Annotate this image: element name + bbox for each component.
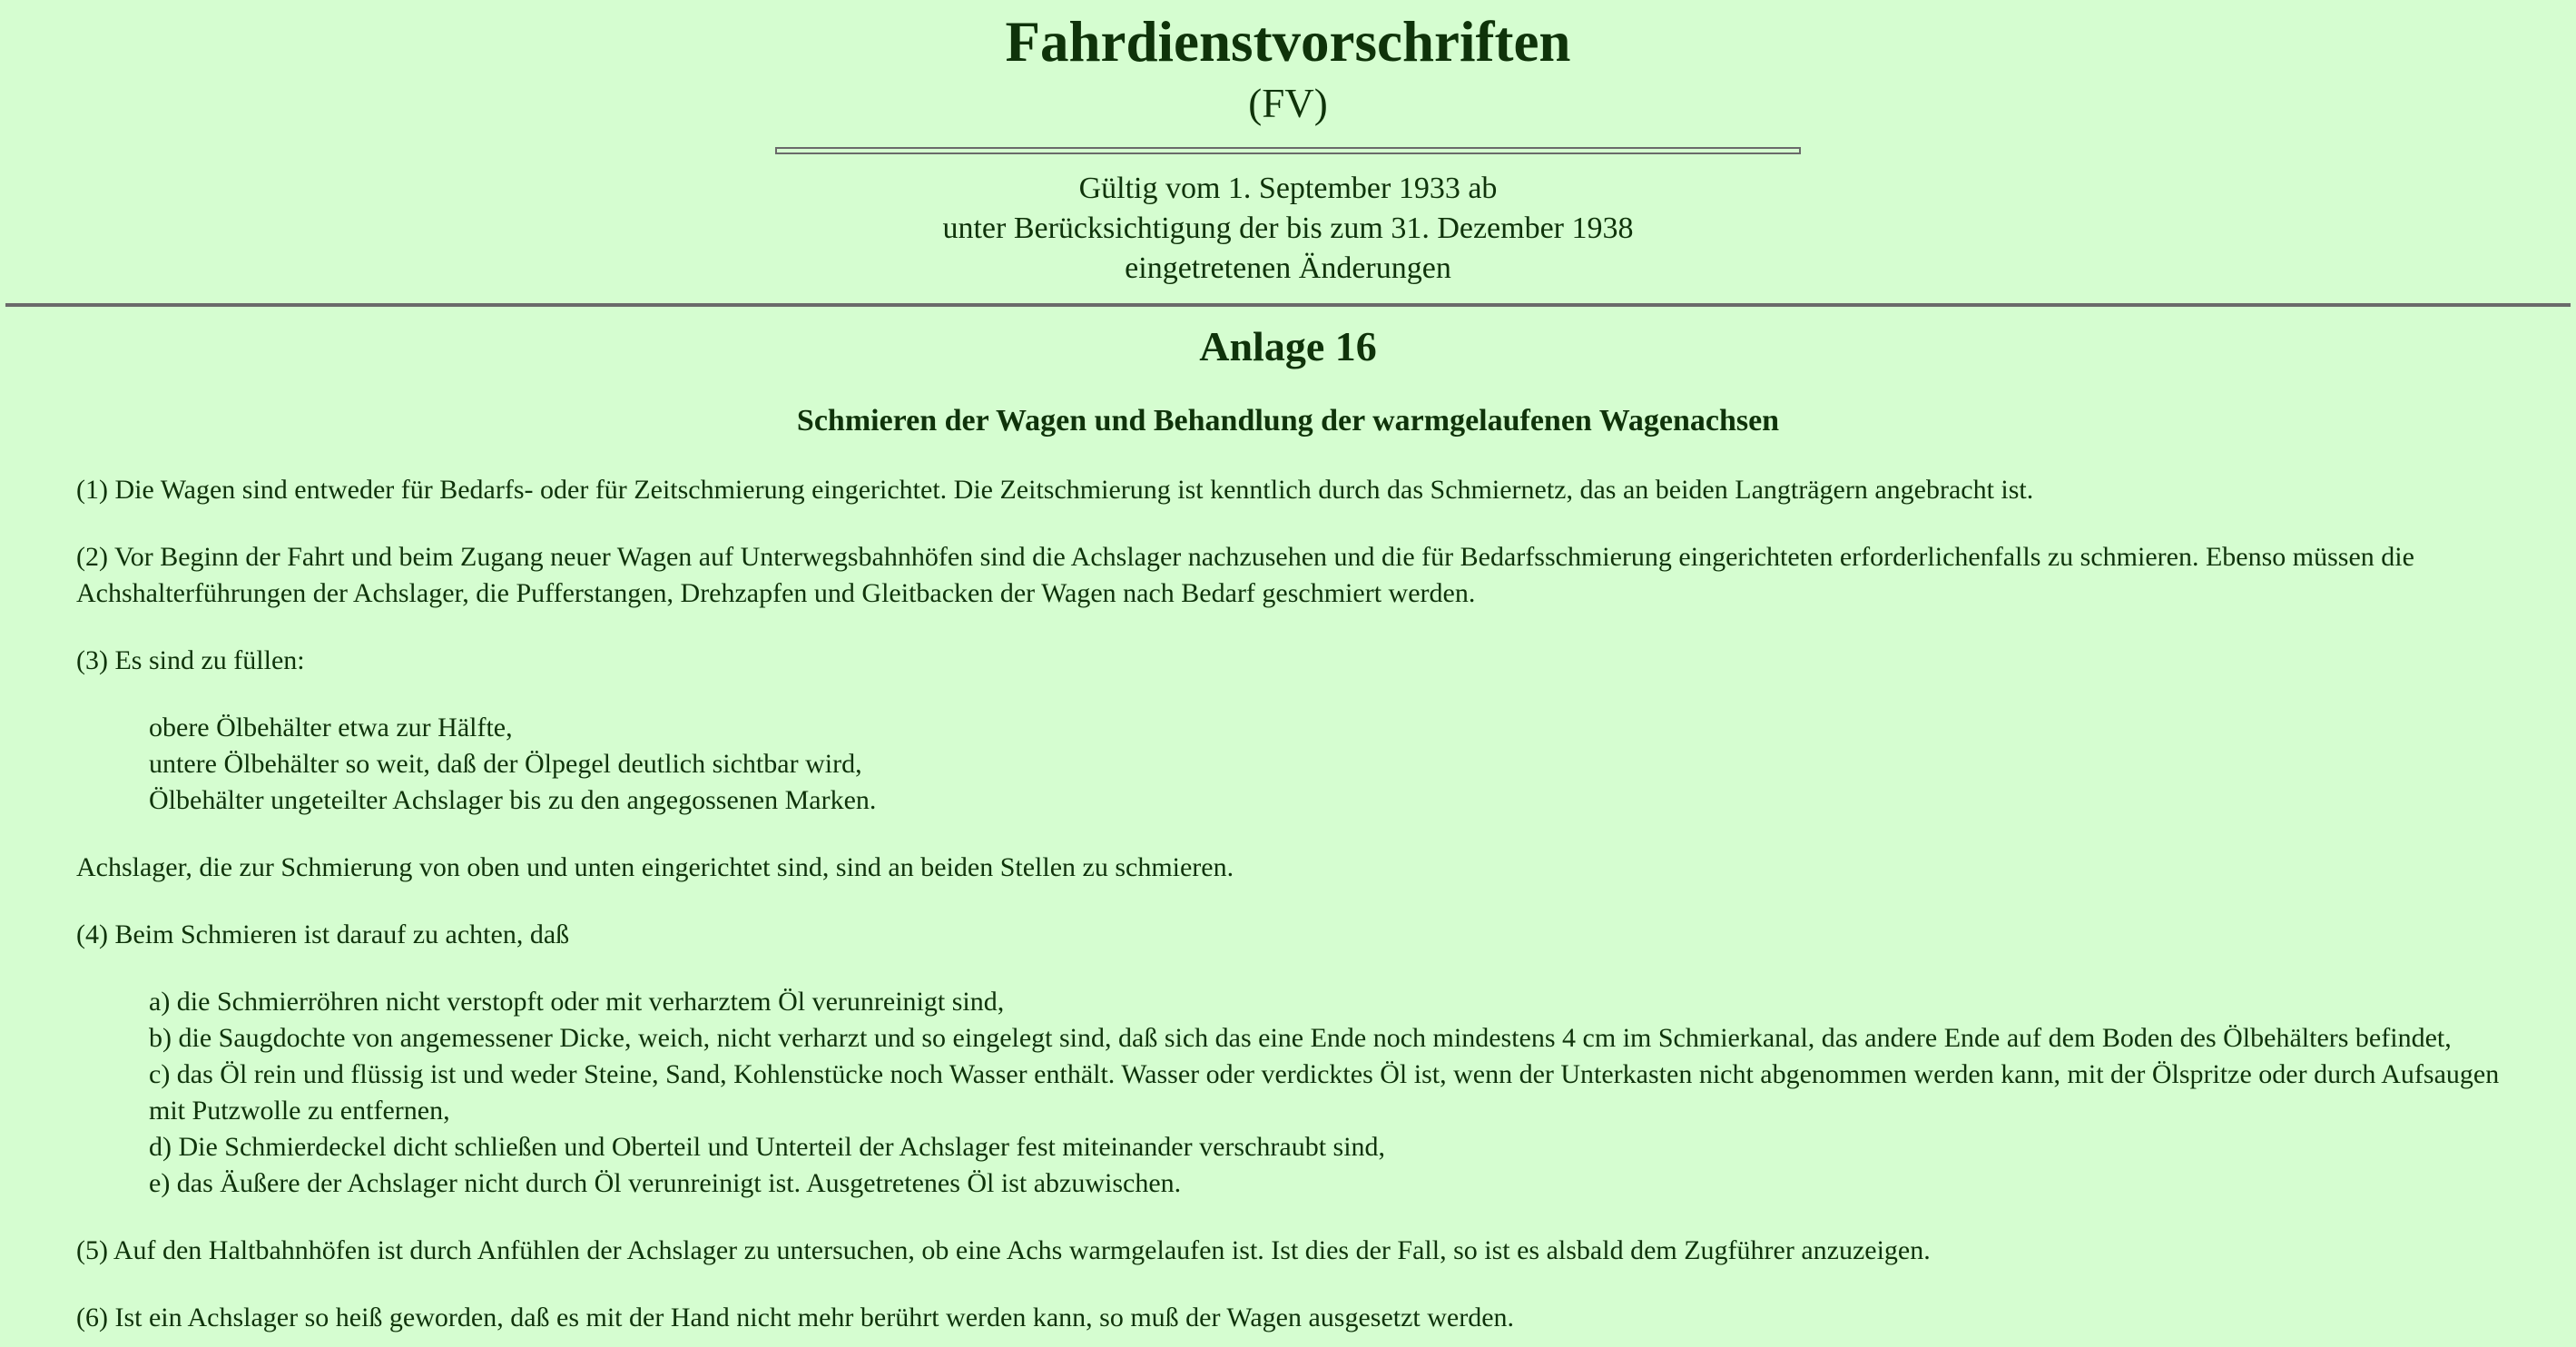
list-item: obere Ölbehälter etwa zur Hälfte, xyxy=(149,713,513,742)
paragraph-2: (2) Vor Beginn der Fahrt und beim Zugang neuer Wagen auf Unterwegsbahnhöfen sind die Achslager nachzusehen und die für Bedarfsschmierung eingerichteten erforderlichenfalls zu schmieren. Ebenso müssen die Achshalterführungen der Achslager, die Pufferstangen, Drehzapfen und Gleitbacken der Wagen nach Bedarf geschmiert werden. xyxy=(76,542,2414,608)
list-item: b) die Saugdochte von angemessener Dicke, weich, nicht verharzt und so eingelegt sind, daß sich das eine Ende noch mindestens 4 cm im Schmierkanal, das andere Ende auf dem Boden des Ölbehälters befindet, xyxy=(149,1023,2452,1053)
page-divider xyxy=(5,303,2571,307)
validity-line: eingetretenen Änderungen xyxy=(1125,251,1451,285)
validity-note xyxy=(0,169,2576,289)
list-item: c) das Öl rein und flüssig ist und weder Steine, Sand, Kohlenstücke noch Wasser enthält. Wasser oder verdicktes Öl ist, wenn der Unterkasten nicht abgenommen werden kann, mit der Ölspritze oder durch Aufsaugen mit Putzwolle zu entfernen, xyxy=(149,1059,2500,1126)
anlage-heading: Anlage 16 xyxy=(1199,323,1377,369)
document-header xyxy=(0,0,2576,289)
list-item: untere Ölbehälter so weit, daß der Ölpegel deutlich sichtbar wird, xyxy=(149,749,862,779)
paragraph-4: (4) Beim Schmieren ist darauf zu achten, daß xyxy=(76,919,570,949)
paragraph-3: (3) Es sind zu füllen: xyxy=(76,645,305,675)
list-item: d) Die Schmierdeckel dicht schließen und Oberteil und Unterteil der Achslager fest miteinander verschraubt sind, xyxy=(149,1132,1386,1162)
lubrication-checklist xyxy=(149,984,2500,1202)
validity-line: Gültig vom 1. September 1933 ab xyxy=(1078,172,1498,205)
page-title: Fahrdienstvorschriften xyxy=(1005,10,1571,74)
paragraph-5: (5) Auf den Haltbahnhöfen ist durch Anfühlen der Achslager zu untersuchen, ob eine Achs warmgelaufen ist. Ist dies der Fall, so ist es alsbald dem Zugführer anzuzeigen. xyxy=(76,1235,1931,1265)
title-divider xyxy=(775,147,1801,154)
list-item: e) das Äußere der Achslager nicht durch Öl verunreinigt ist. Ausgetretenes Öl ist abzuwischen. xyxy=(149,1168,1182,1198)
page-subtitle: (FV) xyxy=(1248,81,1328,126)
document-body xyxy=(76,472,2500,1336)
paragraph-3-note: Achslager, die zur Schmierung von oben und unten eingerichtet sind, sind an beiden Stellen zu schmieren. xyxy=(76,852,1234,882)
paragraph-6: (6) Ist ein Achslager so heiß geworden, daß es mit der Hand nicht mehr berührt werden kann, so muß der Wagen ausgesetzt werden. xyxy=(76,1303,1515,1332)
validity-line: unter Berücksichtigung der bis zum 31. Dezember 1938 xyxy=(942,211,1634,245)
fill-levels-list xyxy=(149,710,2500,819)
paragraph-1: (1) Die Wagen sind entweder für Bedarfs- oder für Zeitschmierung eingerichtet. Die Zeitschmierung ist kenntlich durch das Schmiernetz, das an beiden Langträgern angebracht ist. xyxy=(76,475,2034,505)
list-item: Ölbehälter ungeteilter Achslager bis zu den angegossenen Marken. xyxy=(149,785,877,815)
list-item: a) die Schmierröhren nicht verstopft oder mit verharztem Öl verunreinigt sind, xyxy=(149,987,1005,1017)
section-title: Schmieren der Wagen und Behandlung der warmgelaufenen Wagenachsen xyxy=(796,404,1780,438)
